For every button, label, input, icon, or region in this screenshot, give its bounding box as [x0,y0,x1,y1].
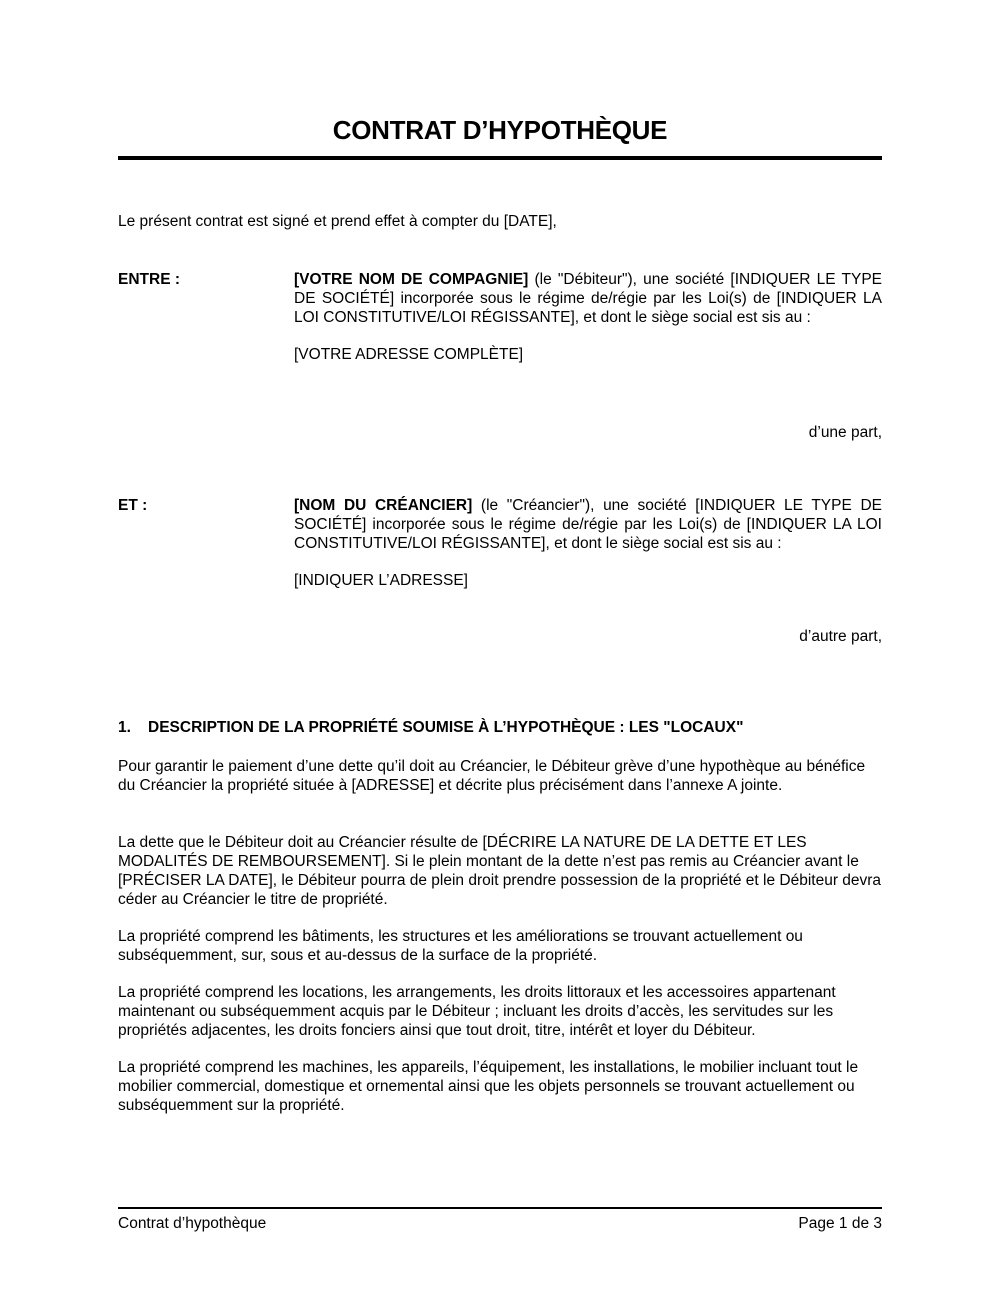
footer-page-number: Page 1 de 3 [798,1215,882,1232]
section-paragraph: La propriété comprend les machines, les appareils, l’équipement, les installations, le mobilier incluant tout le mobilier commercial, domestique et ornemental ainsi que les objets personnels se trouvant actuellement ou subséquemment sur la propriété. [118,1059,859,1114]
footer-divider [118,1207,882,1209]
section-title: DESCRIPTION DE LA PROPRIÉTÉ SOUMISE À L’HYPOTHÈQUE : LES "LOCAUX" [148,719,744,736]
section-number: 1. [118,719,131,736]
document-title: CONTRAT D’HYPOTHÈQUE [332,115,668,145]
intro-paragraph: Le présent contrat est signé et prend effet à compter du [DATE], [118,213,557,230]
party-body [294,496,882,590]
party-text: (le "Créancier"), une société [INDIQUER LE TYPE DE SOCIÉTÉ] incorporée sous le régime de/régie par les Loi(s) de [INDIQUER LA LOI CONSTITUTIVE/LOI RÉGISSANTE], et dont le siège social est sis au : [294,497,882,552]
party-side-label: d’une part, [808,424,882,441]
footer-document-name: Contrat d’hypothèque [118,1215,267,1232]
party-description [294,496,882,553]
party-address: [INDIQUER L’ADRESSE] [294,572,468,589]
party-label: ET : [118,497,148,514]
section-paragraph: Pour garantir le paiement d’une dette qu’il doit au Créancier, le Débiteur grève d’une hypothèque au bénéfice du Créancier la propriété située à [ADRESSE] et décrite plus précisément dans l’annexe A jointe. [118,758,866,794]
party-text: (le "Débiteur"), une société [INDIQUER LE TYPE DE SOCIÉTÉ] incorporée sous le régime de/régie par les Loi(s) de [INDIQUER LA LOI CONSTITUTIVE/LOI RÉGISSANTE], et dont le siège social est sis au : [294,271,882,326]
party-description [294,270,882,327]
section-paragraph: La propriété comprend les bâtiments, les structures et les améliorations se trouvant actuellement ou subséquemment, sur, sous et au-dessus de la surface de la propriété. [118,928,803,964]
section-paragraph: La dette que le Débiteur doit au Créancier résulte de [DÉCRIRE LA NATURE DE LA DETTE ET LES MODALITÉS DE REMBOURSEMENT]. Si le plein montant de la dette n’est pas remis au Créancier avant le [PRÉCISER LA DATE], le Débiteur pourra de plein droit prendre possession de la propriété et le Débiteur devra céder au Créancier le titre de propriété. [118,834,882,908]
section-paragraph: La propriété comprend les locations, les arrangements, les droits littoraux et les accessoires appartenant maintenant ou subséquemment acquis par le Débiteur ; incluant les droits d’accès, les servitudes sur les propriétés adjacentes, les droits fonciers ainsi que tout droit, titre, intérêt et loyer du Débiteur. [118,984,836,1039]
section-heading [118,718,743,737]
party-name: [NOM DU CRÉANCIER] [294,497,473,514]
party-name: [VOTRE NOM DE COMPAGNIE] [294,271,529,288]
party-body [294,270,882,364]
party-address: [VOTRE ADRESSE COMPLÈTE] [294,346,524,363]
party-side-label: d’autre part, [799,628,882,645]
title-divider [118,156,882,160]
party-label: ENTRE : [118,271,180,288]
